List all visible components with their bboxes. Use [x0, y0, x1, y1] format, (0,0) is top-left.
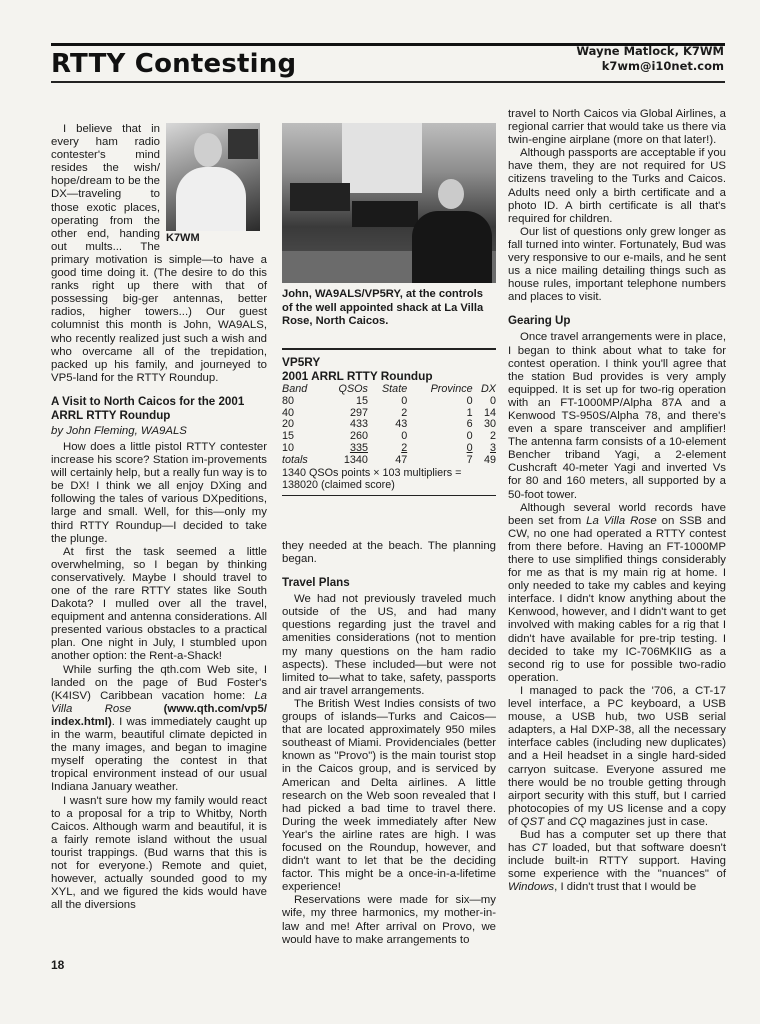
person-head-shape: [438, 179, 464, 209]
author-block: [576, 44, 724, 74]
title-rule: [51, 81, 725, 83]
table-row: 10 335 2 0 3: [282, 441, 496, 454]
column-3: [508, 108, 726, 894]
table-row: 20 433 43 6 30: [282, 418, 496, 431]
article-paragraph: While surfing the qth.com Web site, I landed on the page of Bud Foster's (K4ISV) Caribbean vacation home: La Villa Rose (www.qth.com/vp5/ index.html). I was immediately caught up in the warm, beautiful climate depicted in the many images, and began to imagine myself operating the contest in that tropical environment instead of our usual Indiana January weather.: [51, 663, 268, 794]
article-paragraph: Although several world records have been set from La Villa Rose on SSB and CW, no one had operated a RTTY contest from there before. Having an FT-1000MP there to use simplified things considerably for me as that is my main rig at home. I only needed to take my cables and keying interface. I didn't know anything about the Kenwood, however, and I didn't want to get involved with making cables for a rig that I didn't have available for pre-trip testing. I decided to take my IC-706MKIIG as a second rig to use for possible two-radio operation.: [508, 501, 726, 684]
article-byline: by John Fleming, WA9ALS: [51, 424, 187, 437]
article-paragraph: I managed to pack the '706, a CT-17 level interface, a PC keyboard, a USB mouse, a USB hub, two USB serial adapters, a Hal DXP-38, all the necessary interface cables (including new duplicates) and a Heil headset in a single hard-sided carryon suitcase. Everyone assured me there would be no trouble getting through airport security with this stuff, but I carried photocopies of my US license and a copy of QST and CQ magazines just in case.: [508, 684, 726, 828]
col-header: QSOs: [338, 383, 368, 395]
sidebar-callsign: VP5RY: [282, 355, 321, 369]
col-header: DX: [481, 383, 496, 395]
article-paragraph: travel to North Caicos via Global Airlines, a regional carrier that would take us there via twin-engine airplane (more on that later!).: [508, 108, 726, 147]
person-body-shape: [176, 167, 246, 231]
intro-paragraph: I believe that in every ham radio contester's mind resides the wish/ hope/dream to be the DX—traveling to those exotic places, operating from the other end, handing out mults... The primary motivation is simple—to have a good time doing it. (The desire to do this ranks right up there with that of possessing big-ger antennas, better radios, higher towers...) Our guest columnist this month is John, WA9ALS, who recently realized just such a wish and who overcame all of the trepidation, packed up his family, and journeyed to VP5-land for the RTTY Roundup.: [51, 123, 267, 384]
article-paragraph: Although passports are acceptable if you have them, they are not required for US citizens traveling to the Turks and Caicos. Adults need only a birth certificate and a photo ID. A birth certificate is all that's required for children.: [508, 147, 726, 225]
author-name: Wayne Matlock, K7WM: [576, 44, 724, 58]
table-row: 40 297 2 1 14: [282, 406, 496, 419]
score-sidebar: [282, 348, 496, 496]
window-shape: [342, 123, 422, 193]
table-row: 15 260 0 0 2: [282, 430, 496, 443]
col-header: State: [381, 383, 408, 395]
article-paragraph: Our list of questions only grew longer as fall turned into winter. Fortunately, Bud was very responsive to our e-mails, and he sent us a nice mailing detailing things such as house rules, important telephone numbers and places to visit.: [508, 225, 726, 304]
article-paragraph: Reservations were made for six—my wife, my three harmonics, my mother-in-law and me! After arrival on Provo, we would have to make arrangements to: [282, 894, 496, 946]
column-title: RTTY Contesting: [51, 49, 297, 79]
table-row: 80 15 0 0 0: [282, 394, 496, 407]
article-paragraph: I wasn't sure how my family would react to a proposal for a trip to Whitby, North Caicos. Although warm and beautiful, it is a fairly remote island without the usual tourist trappings. (Bud warns that this is not for everyone.) Remote and quiet, however, actually sounded good to my XYL, and we figured the kids would have all the diversions: [51, 794, 267, 912]
col-header: Band: [282, 383, 308, 395]
column-1: [51, 123, 267, 912]
k7wm-photo-label: K7WM: [166, 232, 200, 244]
article-paragraph: they needed at the beach. The planning began.: [282, 540, 496, 566]
claimed-score-note: 1340 QSOs points × 103 multipliers = 138020 (claimed score): [282, 466, 462, 491]
article-paragraph: How does a little pistol RTTY contester increase his score? Station im-provements will certainly help, but a really fun way is to be DX! I think we all enjoy DXing and following the tales of various DXpeditions, large and small. Well, for this—only my third RTTY Roundup—I decided to take the plunge.: [51, 440, 267, 545]
shack-photo: [282, 123, 496, 283]
article-paragraph: The British West Indies consists of two groups of islands—Turks and Caicos—that are located approximately 950 miles southeast of Miami. Providenciales (better known as "Provo") is the main tourist stop in the Caicos group, and is serviced by American and Delta airlines. A little research on the Web soon revealed that I had picked a bad time to travel there. During the week immediately after New Year's the airline rates are high. I was focused on the Roundup, however, and didn't want to let that be the deciding factor. This might be a once-in-a-lifetime experience!: [282, 697, 496, 894]
score-table: [282, 384, 496, 467]
page-number: 18: [51, 958, 65, 972]
monitor-shape: [228, 129, 258, 159]
article-heading: A Visit to North Caicos for the 2001 ARRL RTTY Roundup: [51, 394, 245, 422]
qth-link[interactable]: (www.qth.com/vp5/ index.html): [51, 702, 268, 728]
article-paragraph: We had not previously traveled much outside of the US, and had many questions regarding just the travel and amenities considerations (not to mention my many questions on the ham radio aspects). These included—but were not limited to—what to take, safety, passports and air travel arrangements.: [282, 593, 496, 697]
k7wm-photo: [166, 123, 260, 231]
person-head-shape: [194, 133, 222, 167]
sidebar-top-rule: [282, 348, 496, 350]
totals-row: totals 1340 47 7 49: [282, 453, 496, 466]
column-2: [282, 540, 496, 947]
radio-shape: [290, 183, 350, 211]
col-header: Province: [430, 383, 473, 395]
radio-shape: [352, 201, 418, 227]
article-paragraph: At first the task seemed a little overwhelming, so I began by thinking conservatively. Maybe I should travel to one of the rare RTTY states like South Dakota? I mulled over all the travel, equipment and antenna considerations. All presented various obstacles to a practical plan. One night in July, I stumbled upon another option: the Rent-a-Shack!: [51, 545, 267, 663]
section-heading-gearing-up: Gearing Up: [508, 314, 571, 328]
person-body-shape: [412, 211, 492, 283]
section-heading-travel-plans: Travel Plans: [282, 576, 350, 590]
article-paragraph: Bud has a computer set up there that has CT loaded, but that software doesn't include built-in RTTY support. Having some experience with the "nuances" of Windows, I didn't trust that I would be: [508, 828, 727, 894]
article-paragraph: Once travel arrangements were in place, I began to think about what to take for contest operation. I think you'll agree that the station Bud provides is very amply equipped. It is set up for two-rig operation with an FT-1000MP/Alpha 87A and a Kenwood TS-950S/Alpha 78, and there's even a spare transceiver and amplifier! The antenna farm consists of a 10-element Bencher triband Yagi, a 2-element Cushcraft 40-meter Yagi and inverted Vs for 80 and 160 meters, all supported by a 50-foot tower.: [508, 331, 726, 501]
sidebar-bottom-rule: [282, 495, 496, 496]
score-table-header-row: [282, 384, 496, 396]
k7wm-photo-block: [166, 123, 267, 244]
shack-photo-caption: John, WA9ALS/VP5RY, at the controls of the well appointed shack at La Villa Rose, North Caicos.: [282, 288, 484, 328]
author-email[interactable]: k7wm@i10net.com: [601, 59, 724, 73]
sidebar-title: 2001 ARRL RTTY Roundup: [282, 369, 433, 383]
